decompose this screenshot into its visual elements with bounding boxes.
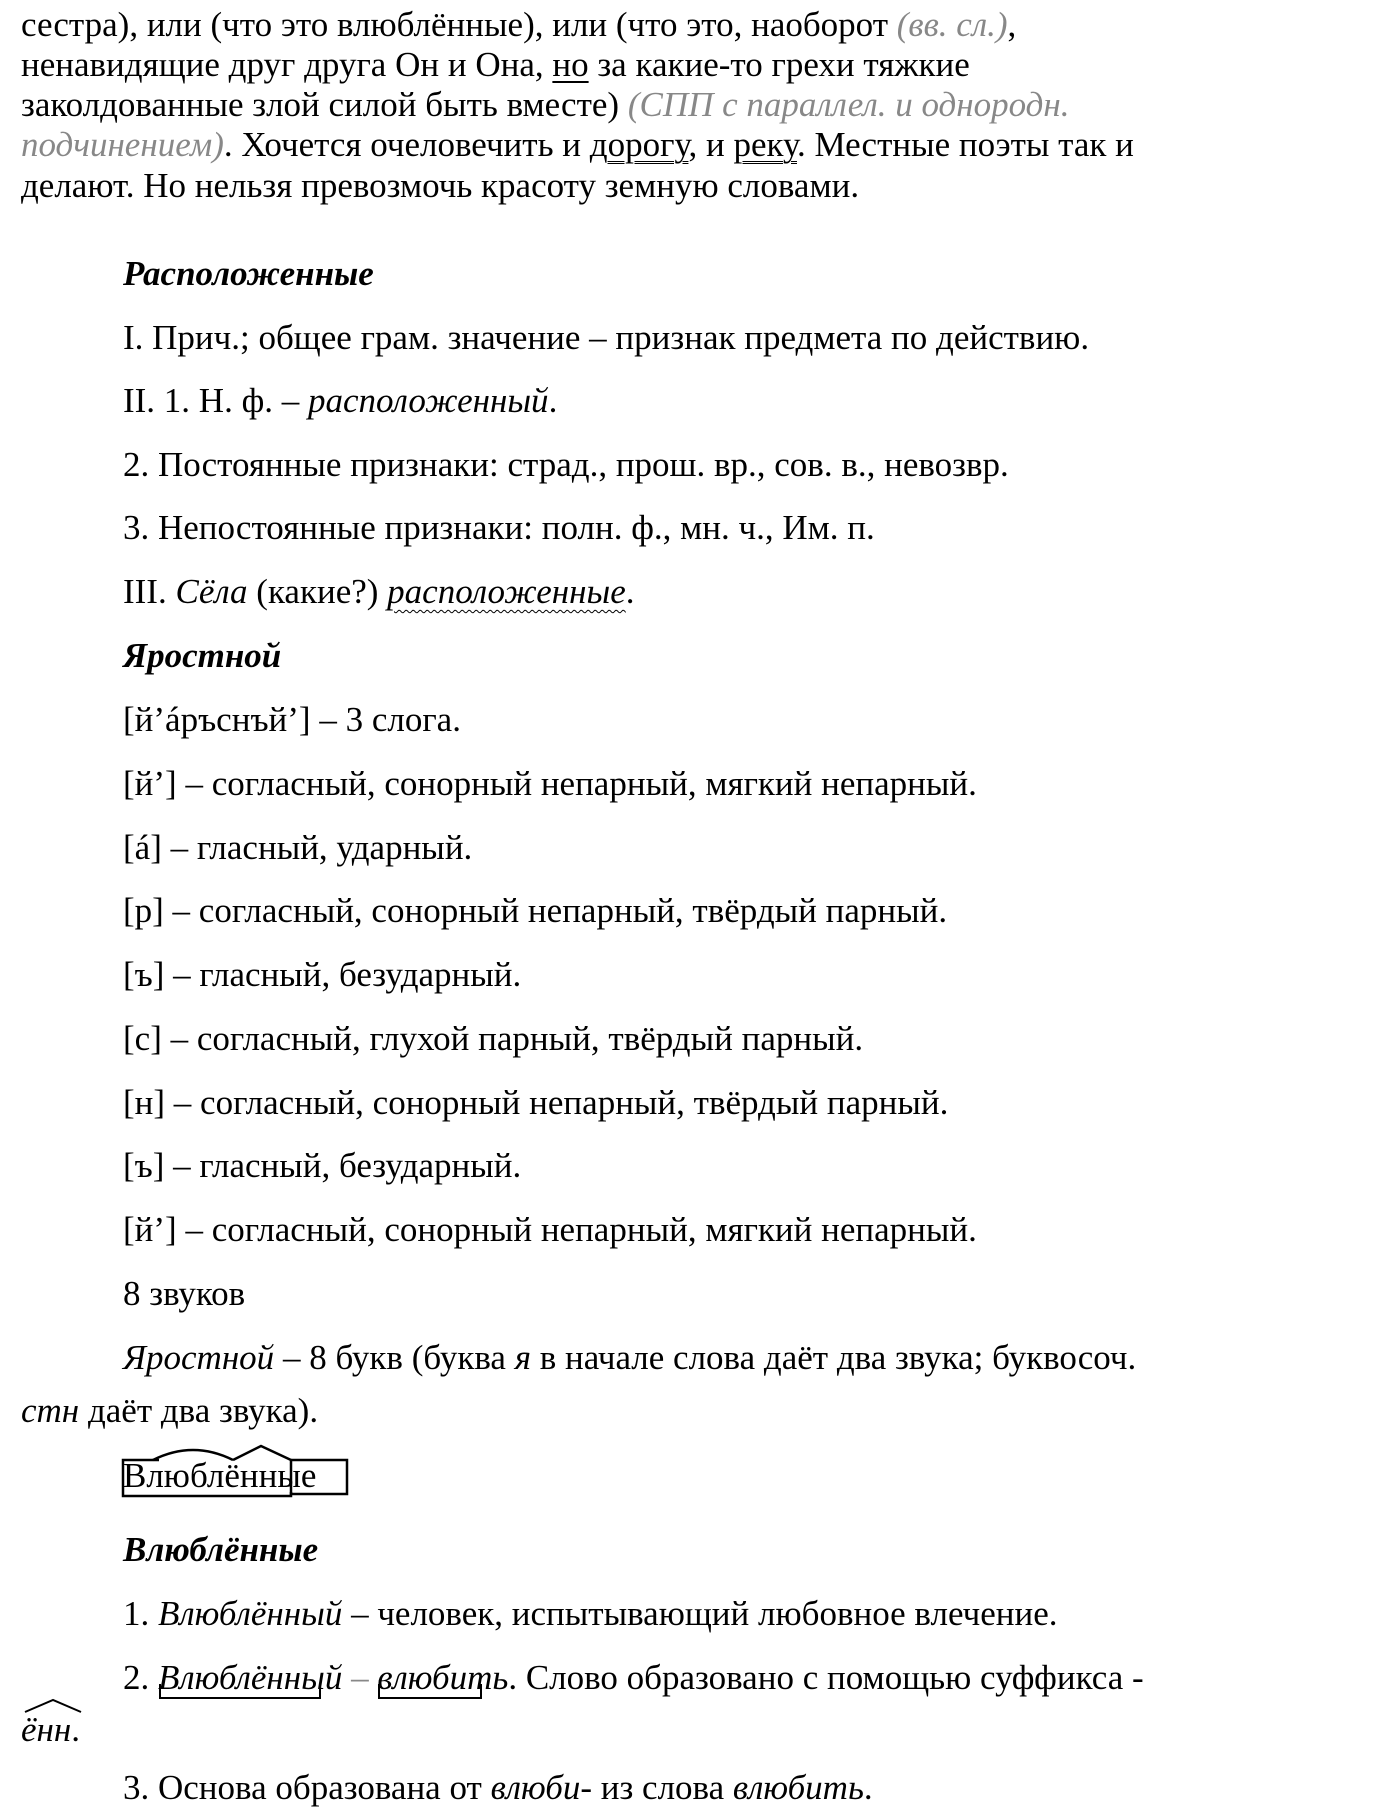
stem-bracket-mark bbox=[158, 1682, 328, 1712]
text: ненавидящие друг друга Он и Она, bbox=[21, 45, 553, 84]
text: сестра), или (что это влюблённые), или (что это, наоборот bbox=[21, 5, 897, 44]
italic-word: влюби bbox=[490, 1768, 581, 1807]
italic-word: влюбить bbox=[377, 1658, 509, 1697]
text: в начале слова даёт два звука; буквосоч. bbox=[530, 1338, 1137, 1377]
sound-line: [á] – гласный, ударный. bbox=[123, 828, 473, 867]
text-line bbox=[21, 127, 1134, 162]
text: заколдованные злой силой быть вместе) bbox=[21, 85, 628, 124]
sound-line: [й’] – согласный, сонорный непарный, мягкий непарный. bbox=[123, 764, 977, 803]
sound-line: [н] – согласный, сонорный непарный, твёрдый парный. bbox=[123, 1083, 949, 1122]
text: III. bbox=[123, 572, 176, 611]
analysis-line bbox=[123, 1770, 873, 1805]
transcription: [й’áръснъй’] – 3 слога. bbox=[123, 700, 461, 739]
suffix-mark bbox=[21, 1698, 91, 1718]
analysis-line: I. Прич.; общее грам. значение – признак предмета по действию. bbox=[123, 318, 1090, 357]
analysis-line: 3. Непостоянные признаки: полн. ф., мн. ч., Им. п. bbox=[123, 508, 875, 547]
letters-line bbox=[123, 1340, 1136, 1375]
text: (какие?) bbox=[247, 572, 388, 611]
grammar-note: (вв. сл.) bbox=[896, 5, 1008, 44]
sound-line: [й’] – согласный, сонорный непарный, мягкий непарный. bbox=[123, 1210, 977, 1249]
text-line bbox=[21, 87, 1069, 122]
italic-word: влюбить bbox=[732, 1768, 864, 1807]
section-heading: Яростной bbox=[123, 636, 282, 675]
text: , и bbox=[688, 125, 734, 164]
sound-line: [ъ] – гласный, безударный. bbox=[123, 1146, 522, 1185]
text-line bbox=[21, 47, 970, 82]
letters-line bbox=[21, 1393, 318, 1428]
underlined-word: но bbox=[552, 45, 589, 84]
text: делают. Но нельзя превозмочь красоту земную словами. bbox=[21, 166, 860, 205]
stem-text: Влюблён bbox=[123, 1456, 259, 1495]
object-underlined-word: дорогу bbox=[589, 125, 689, 164]
ending-box bbox=[291, 1460, 347, 1494]
object-underlined-word: реку bbox=[733, 125, 797, 164]
text: – человек, испытывающий любовное влечение. bbox=[342, 1594, 1058, 1633]
text: . Слово образовано с помощью суффикса - bbox=[508, 1658, 1144, 1697]
grammar-note: подчинением) bbox=[21, 125, 224, 164]
italic-word: расположенный bbox=[308, 381, 549, 420]
morpheme-word bbox=[123, 1458, 316, 1493]
italic-word: Яростной bbox=[123, 1338, 275, 1377]
text: даёт два звука). bbox=[79, 1391, 319, 1430]
stem-bracket-mark bbox=[377, 1682, 497, 1712]
text: - из слова bbox=[580, 1768, 733, 1807]
text: II. 1. Н. ф. – bbox=[123, 381, 309, 420]
italic-word: я bbox=[514, 1338, 531, 1377]
italic-word: Сёла bbox=[175, 572, 248, 611]
sound-line: [р] – согласный, сонорный непарный, твёрдый парный. bbox=[123, 891, 948, 930]
wavy-underlined-word: расположенные bbox=[387, 572, 626, 611]
italic-word: стн bbox=[21, 1391, 80, 1430]
text: 2. bbox=[123, 1658, 158, 1697]
italic-word: ённ bbox=[21, 1710, 72, 1749]
prefix-mark bbox=[123, 1460, 159, 1492]
stem-text: н bbox=[258, 1456, 278, 1495]
morpheme-diagram bbox=[123, 1458, 316, 1493]
text: за какие-то грехи тяжкие bbox=[588, 45, 970, 84]
text: . bbox=[548, 381, 558, 420]
text: . bbox=[71, 1710, 81, 1749]
text: – bbox=[342, 1658, 378, 1697]
section-heading: Влюблённые bbox=[123, 1530, 319, 1569]
text: 3. Основа образована от bbox=[123, 1768, 491, 1807]
suffix-word bbox=[21, 1712, 71, 1747]
analysis-line bbox=[21, 1712, 80, 1747]
text-line bbox=[21, 168, 859, 203]
sound-line: [ъ] – гласный, безударный. bbox=[123, 955, 522, 994]
text: . Местные поэты так и bbox=[796, 125, 1134, 164]
stem-bracket bbox=[123, 1492, 291, 1496]
text: . Хочется очеловечить и bbox=[223, 125, 590, 164]
analysis-line bbox=[123, 383, 557, 418]
sound-line: [с] – согласный, глухой парный, твёрдый парный. bbox=[123, 1019, 864, 1058]
analysis-line bbox=[123, 1660, 1144, 1695]
italic-word: Влюблённый bbox=[158, 1594, 343, 1633]
text: , bbox=[1007, 5, 1017, 44]
italic-word: Влюблённый bbox=[158, 1658, 343, 1697]
analysis-line: 2. Постоянные признаки: страд., прош. вр., сов. в., невозвр. bbox=[123, 445, 1009, 484]
text-line bbox=[21, 7, 1016, 42]
morpheme-marks bbox=[121, 1444, 351, 1514]
grammar-note: (СПП с параллел. и однородн. bbox=[627, 85, 1070, 124]
text: – 8 букв (буква bbox=[274, 1338, 515, 1377]
analysis-line bbox=[123, 574, 635, 609]
suffix-mark bbox=[233, 1446, 291, 1460]
ending-text: ые bbox=[277, 1456, 317, 1495]
sound-count: 8 звуков bbox=[123, 1274, 246, 1313]
root-arc bbox=[153, 1450, 233, 1460]
derived-word bbox=[158, 1660, 342, 1695]
text: 1. bbox=[123, 1594, 158, 1633]
base-word bbox=[377, 1660, 508, 1695]
analysis-line bbox=[123, 1596, 1058, 1631]
section-heading: Расположенные bbox=[123, 254, 374, 293]
text: . bbox=[863, 1768, 873, 1807]
text: . bbox=[625, 572, 635, 611]
